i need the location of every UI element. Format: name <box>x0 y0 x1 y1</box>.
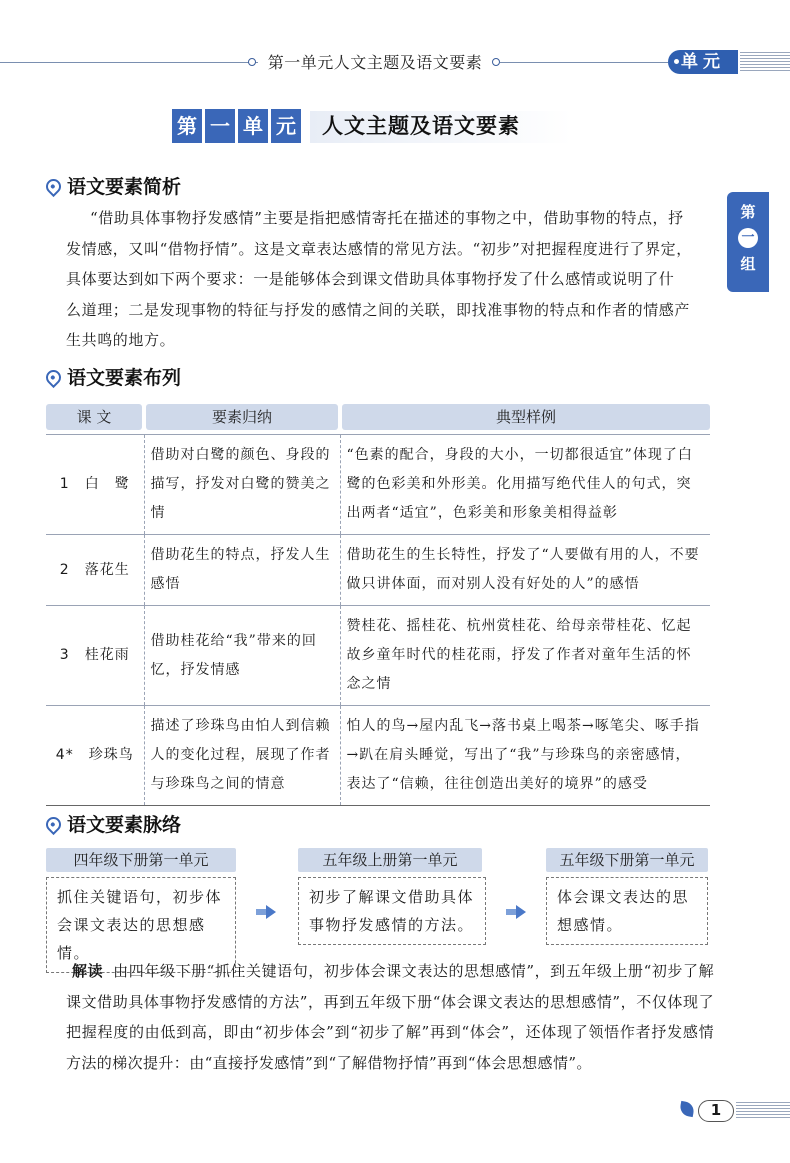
analysis-line: “借助具体事物抒发感情”主要是指把感情寄托在描述的事物之中，借助事物的特点，抒 <box>90 209 684 227</box>
header-title: 第一单元人文主题及语文要素 <box>267 53 483 72</box>
cell-example: 赞桂花、摇桂花、杭州赏桂花、给母亲带桂花、忆起故乡童年时代的桂花雨，抒发了作者对童年生活的怀念之情 <box>340 606 710 706</box>
unit-banner <box>172 109 582 149</box>
section-title-analysis <box>46 173 181 201</box>
cell-example: 怕人的鸟→屋内乱飞→落书桌上喝茶→啄笔尖、啄手指→趴在肩头睡觉，写出了“我”与珍珠鸟的亲密感情，表达了“信赖，往往创造出美好的境界”的感受 <box>340 706 710 806</box>
section-title-text: 语文要素脉络 <box>67 814 182 836</box>
table-row <box>46 606 710 706</box>
analysis-line: 生共鸣的地方。 <box>66 331 176 349</box>
header-cell-example: 典型样例 <box>342 404 710 430</box>
analysis-line: 发情感，又叫“借物抒情”。这是文章表达感情的常见方法。“初步”对把握程度进行了界定， <box>66 239 692 258</box>
flow-step-box: 初步了解课文借助具体事物抒发感情的方法。 <box>298 877 486 945</box>
unit-tag: 单元 <box>668 50 738 74</box>
section-title-text: 语文要素布列 <box>67 367 182 389</box>
header-rule-left <box>0 62 258 63</box>
banner-box-2: 一 <box>205 109 235 143</box>
arrow-right-icon <box>506 905 526 919</box>
header-rule-right <box>500 62 668 63</box>
cell-example: 借助花生的生长特性，抒发了“人要做有用的人，不要做只讲体面，而对别人没有好处的人”的感悟 <box>340 535 710 606</box>
flow-step-box: 体会课文表达的思想感情。 <box>546 877 708 945</box>
interpretation-lead: 解读 <box>72 962 104 980</box>
elements-table <box>46 434 710 806</box>
header-cell-summary: 要素归纳 <box>146 404 338 430</box>
table-row <box>46 535 710 606</box>
footer-stripes <box>736 1102 790 1120</box>
table-row <box>46 435 710 535</box>
cell-lesson: 3 桂花雨 <box>46 606 144 706</box>
side-tab-bottom: 组 <box>740 255 756 273</box>
side-tab-top: 第 <box>740 203 756 221</box>
analysis-paragraph <box>66 203 714 356</box>
section-title-progression <box>46 811 181 839</box>
table-row <box>46 706 710 806</box>
location-pin-icon <box>43 176 64 197</box>
banner-box-4: 元 <box>271 109 301 143</box>
cell-summary: 借助花生的特点，抒发人生感悟 <box>144 535 340 606</box>
header-dot-left <box>248 58 256 66</box>
flow-step-box: 抓住关键语句，初步体会课文表达的思想感情。 <box>46 877 236 973</box>
flow-step-label: 五年级上册第一单元 <box>298 848 482 872</box>
leaf-icon <box>679 1101 695 1117</box>
side-tab-number: 一 <box>738 228 758 248</box>
header-cell-lesson: 课 文 <box>46 404 142 430</box>
table-header <box>46 404 710 430</box>
banner-subtitle: 人文主题及语文要素 <box>322 113 520 138</box>
arrow-right-icon <box>256 905 276 919</box>
page-header <box>0 46 790 76</box>
page-footer <box>676 1100 790 1122</box>
flow-step-label: 四年级下册第一单元 <box>46 848 236 872</box>
banner-box-1: 第 <box>172 109 202 143</box>
cell-lesson: 4* 珍珠鸟 <box>46 706 144 806</box>
cell-summary: 描述了珍珠鸟由怕人到信赖人的变化过程，展现了作者与珍珠鸟之间的情意 <box>144 706 340 806</box>
cell-lesson: 1 白 鹭 <box>46 435 144 535</box>
banner-box-3: 单 <box>238 109 268 143</box>
interpretation-paragraph <box>66 956 714 1078</box>
cell-lesson: 2 落花生 <box>46 535 144 606</box>
header-stripes <box>740 52 790 72</box>
side-chapter-tab <box>727 192 769 292</box>
header-dot-right <box>492 58 500 66</box>
cell-summary: 借助对白鹭的颜色、身段的描写，抒发对白鹭的赞美之情 <box>144 435 340 535</box>
location-pin-icon <box>43 814 64 835</box>
cell-example: “色素的配合，身段的大小，一切都很适宜”体现了白鹭的色彩美和外形美。化用描写绝代佳人的句式，突出两者“适宜”，色彩美和形象美相得益彰 <box>340 435 710 535</box>
cell-summary: 借助桂花给“我”带来的回忆，抒发情感 <box>144 606 340 706</box>
analysis-line: 具体要达到如下两个要求：一是能够体会到课文借助具体事物抒发了什么感情或说明了什 <box>66 270 675 288</box>
location-pin-icon <box>43 367 64 388</box>
section-title-text: 语文要素简析 <box>67 176 182 198</box>
section-title-layout <box>46 364 181 392</box>
page-number: 1 <box>698 1100 734 1122</box>
analysis-line: 么道理；二是发现事物的特征与抒发的感情之间的关联，即找准事物的特点和作者的情感产 <box>66 300 691 319</box>
interpretation-text: 由四年级下册“抓住关键语句，初步体会课文表达的思想感情”，到五年级上册“初步了解课文借助具体事物抒发感情的方法”，再到五年级下册“体会课文表达的思想感情”，不仅体现了把握程度的由低到高，即由“初步体会”到“初步了解”再到“体会”，还体现了领悟作者抒发感情方法的梯次提升：由“直接抒发感情”到“了解借物抒情”再到“体会思想感情”。 <box>66 962 714 1072</box>
flow-step-label: 五年级下册第一单元 <box>546 848 708 872</box>
